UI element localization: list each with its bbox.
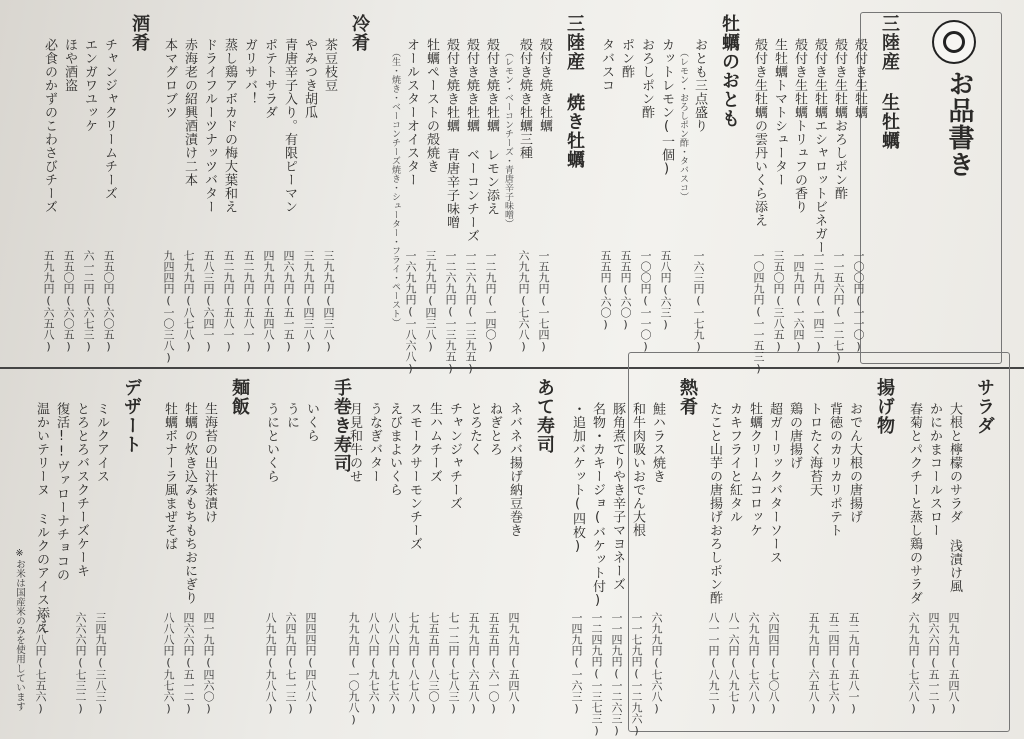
menu-item-price: 五二九円(五八一)	[242, 250, 255, 353]
menu-item-seikaki-1	[830, 38, 849, 200]
menu-item-price: 一一五六円(一二七)	[832, 250, 845, 364]
menu-item-dessert-1	[72, 402, 91, 578]
menu-item-atezushi-7	[365, 402, 384, 483]
menu-item-atsuzakana-0	[648, 402, 667, 483]
menu-item-hiyasakana-2	[280, 38, 299, 214]
menu-item-hiyasakana-6	[200, 38, 219, 214]
menu-item-hiyasakana-3	[260, 38, 279, 119]
menu-item-price: 八一一円(八九二)	[707, 612, 720, 715]
menu-item-otomo-3	[617, 38, 636, 79]
menu-item-name: 殻付き生牡蠣	[852, 38, 867, 119]
menu-item-price: 六四四円(七〇八)	[767, 612, 780, 715]
menu-item-atsuzakana-3	[588, 402, 607, 609]
menu-item-name: ガリサバ！	[242, 38, 257, 106]
menu-item-price: 五五〇円(六〇五)	[102, 250, 115, 353]
menu-item-price: 一四九円(一六四)	[792, 250, 805, 353]
menu-item-price: 七九九円(八七八)	[407, 612, 420, 715]
menu-item-price: 八八八円(九七六)	[367, 612, 380, 715]
menu-item-atsuzakana-2	[608, 402, 627, 591]
menu-item-name: うに	[284, 402, 299, 429]
menu-item-price: 八八八円(九七六)	[387, 612, 400, 715]
menu-item-price: 一六三円(一七九)	[692, 250, 705, 353]
menu-item-price: 一〇〇円(一一〇)	[852, 250, 865, 353]
menu-item-name: 殻付き生牡蠣おろしポン酢	[832, 38, 847, 200]
menu-item-name: ドライフルーツナッツバター	[202, 38, 217, 214]
menu-item-atezushi-5	[405, 402, 424, 551]
section-title-otomo: 牡蠣のおとも	[719, 14, 740, 128]
menu-item-price: 一二六九円(一三九五)	[464, 250, 477, 375]
menu-item-name: スモークサーモンチーズ	[407, 402, 422, 551]
menu-item-name: 殻付き焼き牡蠣 レモン添え	[484, 38, 499, 216]
menu-item-price: 六四九円(七一三)	[284, 612, 297, 715]
menu-item-price: 一一七九円(一二九六)	[630, 612, 643, 737]
menu-item-agemono-4	[765, 402, 784, 564]
menu-item-name: チャンジャチーズ	[447, 402, 462, 510]
menu-item-seikaki-5	[750, 38, 769, 227]
menu-item-price: 九四四円(一〇三八)	[162, 250, 175, 364]
menu-item-price: 五八三円(六四一)	[202, 250, 215, 353]
menu-item-yakigaki-3	[462, 38, 481, 243]
menu-item-seikaki-4	[770, 38, 789, 187]
menu-item-name: 殻付き生牡蠣エシャロットビネガー	[812, 38, 827, 254]
menu-item-name: 生海苔の出汁茶漬け	[202, 402, 217, 524]
menu-item-name: カットレモン(一個)	[659, 38, 674, 177]
menu-item-name: エンガワユッケ	[82, 38, 97, 133]
menu-item-name: 鶏の唐揚げ	[787, 402, 802, 470]
menu-item-atezushi-6	[385, 402, 404, 497]
menu-item-hiyasakana-5	[220, 38, 239, 214]
menu-item-name: ミルクアイス	[94, 402, 109, 483]
menu-item-name: トロたく海苔天	[807, 402, 822, 497]
menu-item-price: 一〇〇円(一一〇)	[639, 250, 652, 353]
menu-item-name: 茶豆枝豆	[322, 38, 337, 92]
menu-item-atezushi-1	[485, 402, 504, 456]
menu-item-name: 温かいテリーヌ ミルクのアイス添え	[34, 402, 49, 634]
menu-item-name: 殻付き焼き牡蠣 青唐辛子味噌	[444, 38, 459, 229]
menu-item-name: 復活!!ヴァローナチョコの	[54, 402, 69, 582]
menu-item-name: 牡蠣の炊き込みもちもちおにぎり	[182, 402, 197, 605]
menu-item-agemono-3	[785, 402, 804, 470]
menu-item-yakigaki-4	[442, 38, 461, 229]
menu-item-price: 五九九円(六五八)	[807, 612, 820, 715]
menu-item-name: おでん大根の唐揚げ	[847, 402, 862, 524]
menu-item-hiyasakana-1	[300, 38, 319, 119]
menu-item-price: 八九九円(九八八)	[264, 612, 277, 715]
menu-item-price: 七一二円(七八三)	[447, 612, 460, 715]
menu-item-price: 六九九円(七六八)	[747, 612, 760, 715]
menu-title: お品書き	[944, 70, 974, 178]
section-title-sakana: 酒肴	[129, 14, 150, 52]
section-title-menhan: 麺飯	[229, 378, 250, 416]
menu-item-price: 八一六円(八九七)	[727, 612, 740, 715]
section-title-salad: サラダ	[974, 378, 995, 435]
menu-item-price: 四六六円(五一二)	[182, 612, 195, 715]
menu-item-otomo-2	[637, 38, 656, 119]
menu-item-name: ポン酢	[619, 38, 634, 79]
menu-item-yakigaki-5	[422, 38, 441, 173]
menu-item-price: 三四九円(三八三)	[94, 612, 107, 715]
menu-item-temaki-0	[302, 402, 321, 443]
menu-item-name: 大根と檸檬のサラダ 浅漬け風	[947, 402, 962, 593]
menu-item-price: 九九九円(一〇九八)	[347, 612, 360, 726]
menu-item-agemono-6	[725, 402, 744, 524]
menu-item-menhan-2	[160, 402, 179, 551]
menu-item-name: おろしポン酢	[639, 38, 654, 119]
menu-item-temaki-2	[262, 402, 281, 483]
menu-item-name: 和牛肉吸いおでん大根	[630, 402, 645, 537]
menu-item-name: 春菊とパクチーと蒸し鶏のサラダ	[907, 402, 922, 605]
menu-item-otomo-4	[597, 38, 616, 92]
menu-item-seikaki-0	[850, 38, 869, 119]
menu-item-note: （生・焼き・ベーコンチーズ焼き・シューター・フライ・ペースト）	[390, 48, 400, 327]
menu-item-price: 四九九円(五四八)	[947, 612, 960, 715]
menu-item-price: 三九九円(四三八)	[424, 250, 437, 353]
menu-item-name: 殻付き焼き牡蠣 ベーコンチーズ	[464, 38, 479, 243]
section-title-temaki: 手巻き寿司	[331, 378, 352, 473]
menu-item-name: とろたく	[467, 402, 482, 456]
menu-item-salad-1	[925, 402, 944, 537]
menu-item-yakigaki-6	[402, 38, 421, 187]
menu-item-name: ネバネバ揚げ納豆巻き	[507, 402, 522, 537]
menu-item-atsuzakana-4	[568, 402, 587, 555]
menu-item-name: タバスコ	[599, 38, 614, 92]
section-title-seikaki: 三陸産 生牡蠣	[879, 14, 900, 150]
menu-item-agemono-7	[705, 402, 724, 605]
menu-item-name: 生牡蠣トマトシューター	[772, 38, 787, 187]
menu-item-hiyasakana-4	[240, 38, 259, 106]
menu-item-otomo-0	[690, 38, 709, 133]
menu-item-price: 一二九円(一四〇)	[484, 250, 497, 353]
menu-item-name: 殻付き生牡蠣の雲丹いくら添え	[752, 38, 767, 227]
menu-item-hiyasakana-0	[320, 38, 339, 92]
menu-item-price: 四四四円(四八八)	[304, 612, 317, 715]
menu-item-agemono-0	[845, 402, 864, 524]
menu-item-price: 五五円(六〇)	[619, 250, 632, 331]
menu-item-price: 一二六九円(一三九五)	[444, 250, 457, 375]
menu-item-seikaki-3	[790, 38, 809, 214]
menu-item-seikaki-2	[810, 38, 829, 254]
menu-item-yakigaki-1	[515, 38, 534, 160]
menu-item-name: ほや酒盗	[62, 38, 77, 92]
menu-item-agemono-1	[825, 402, 844, 537]
menu-item-name: 赤海老の紹興酒漬け二本	[182, 38, 197, 187]
section-title-yakigaki: 三陸産 焼き牡蠣	[564, 14, 585, 169]
menu-item-price: 五二四円(五七六)	[827, 612, 840, 715]
menu-item-price: 一二四九円(一三七三)	[590, 612, 603, 737]
menu-item-name: 背徳のカリカリポテト	[827, 402, 842, 537]
menu-item-price: 三五〇円(三八五)	[772, 250, 785, 353]
menu-item-name: 豚角煮てりやき辛子マヨネーズ	[610, 402, 625, 591]
menu-item-price: 四一九円(四六〇)	[202, 612, 215, 715]
menu-item-name: やみつき胡瓜	[302, 38, 317, 119]
menu-item-atezushi-0	[505, 402, 524, 537]
menu-item-name: 牡蠣ペーストの殻焼き	[424, 38, 439, 173]
menu-item-name: たこと山芋の唐揚げおろしポン酢	[707, 402, 722, 605]
rice-note: ※お米は国産米のみを使用しています	[14, 548, 25, 711]
menu-item-hiyasakana-7	[180, 38, 199, 187]
menu-item-price: 五五五円(六一〇)	[487, 612, 500, 715]
menu-item-otomo-1	[657, 38, 676, 177]
menu-item-name: ポテトサラダ	[262, 38, 277, 119]
menu-item-name: えびまよいくら	[387, 402, 402, 497]
menu-item-name: 殻付き焼き牡蠣三種	[517, 38, 532, 160]
menu-item-name: 蒸し鶏アボカドの梅大葉和え	[222, 38, 237, 214]
menu-item-price: 六九九円(七六八)	[907, 612, 920, 715]
menu-item-note: （レモン・おろしポン酢・タバスコ）	[678, 48, 688, 201]
menu-item-name: 青唐辛子入り。有限ピーマン	[282, 38, 297, 214]
menu-item-menhan-0	[200, 402, 219, 524]
menu-item-agemono-2	[805, 402, 824, 497]
menu-item-note: （レモン・ベーコンチーズ・青唐辛子味噌）	[503, 48, 513, 228]
menu-item-name: 生ハムチーズ	[427, 402, 442, 483]
menu-item-atezushi-2	[465, 402, 484, 456]
menu-item-sakana-0	[100, 38, 119, 200]
menu-item-name: 名物・カキージョ(バケット付)	[590, 402, 605, 609]
menu-item-price: 七九九円(八七八)	[182, 250, 195, 353]
menu-item-price: 一一四九円(一二六三)	[610, 612, 623, 737]
section-title-atsuzakana: 熱肴	[677, 378, 698, 416]
menu-item-name: 鮭ハラス焼き	[650, 402, 665, 483]
menu-item-name: 殻付き焼き牡蠣	[537, 38, 552, 133]
menu-item-price: 六八八円(七五六)	[34, 612, 47, 715]
menu-item-name: チャンジャクリームチーズ	[102, 38, 117, 200]
menu-item-price: 一五九円(一七四)	[537, 250, 550, 353]
menu-item-name: 必食のかずのこわさびチーズ	[42, 38, 57, 214]
section-title-dessert: デザート	[121, 378, 142, 454]
menu-item-price: 三九九円(四三八)	[322, 250, 335, 353]
menu-item-menhan-1	[180, 402, 199, 605]
menu-item-name: かにかまコールスロー	[927, 402, 942, 537]
menu-item-sakana-1	[80, 38, 99, 133]
section-title-atezushi: あて寿司	[534, 378, 555, 454]
menu-item-price: 六九九円(七六八)	[650, 612, 663, 715]
menu-item-name: うなぎバター	[367, 402, 382, 483]
menu-item-name: 本マグロブツ	[162, 38, 177, 119]
menu-item-temaki-1	[282, 402, 301, 429]
menu-item-price: 一六九九円(一八六八)	[404, 250, 417, 375]
menu-item-name: うにといくら	[264, 402, 279, 483]
menu-item-name: おとも三点盛り	[692, 38, 707, 133]
menu-item-yakigaki-0	[535, 38, 554, 133]
menu-item-hiyasakana-8	[160, 38, 179, 119]
menu-item-name: 殻付き生牡蠣トリュフの香り	[792, 38, 807, 214]
menu-item-name: オールスターオイスター	[404, 38, 419, 187]
menu-item-price: 八八八円(九七六)	[162, 612, 175, 715]
menu-item-dessert-0	[92, 402, 111, 483]
menu-item-price: 五九九円(六五八)	[42, 250, 55, 353]
menu-item-salad-0	[945, 402, 964, 593]
menu-item-sakana-2	[60, 38, 79, 92]
menu-item-name: カキフライと紅タル	[727, 402, 742, 524]
menu-item-name: 月見和牛のせ	[347, 402, 362, 483]
menu-item-yakigaki-2	[482, 38, 501, 216]
menu-item-price: 六九九円(七六八)	[517, 250, 530, 353]
menu-item-name: ・追加バケット(四枚)	[570, 402, 585, 555]
menu-item-price: 一四九円(一六三)	[570, 612, 583, 715]
menu-item-price: 六六六円(七三二)	[74, 612, 87, 715]
menu-item-atezushi-4	[425, 402, 444, 483]
menu-item-price: 五二九円(五八一)	[222, 250, 235, 353]
menu-item-price: 五二九円(五八一)	[847, 612, 860, 715]
section-title-hiyasakana: 冷肴	[349, 14, 370, 52]
menu-item-name: ねぎとろ	[487, 402, 502, 456]
menu-item-name: いくら	[304, 402, 319, 443]
menu-item-price: 四六六円(五一二)	[927, 612, 940, 715]
menu-item-atezushi-3	[445, 402, 464, 510]
menu-item-price: 五五円(六〇)	[599, 250, 612, 331]
menu-item-name: 超ガーリックバターソース	[767, 402, 782, 564]
menu-item-name: とろとろバスクチーズケーキ	[74, 402, 89, 578]
section-title-agemono: 揚げ物	[874, 378, 895, 435]
menu-item-price: 五九九円(六五八)	[467, 612, 480, 715]
menu-item-name: 牡蠣クリームコロッケ	[747, 402, 762, 537]
menu-item-name: 牡蠣ボナーラ風まぜそば	[162, 402, 177, 551]
menu-item-dessert-3	[32, 402, 51, 634]
menu-item-agemono-5	[745, 402, 764, 537]
menu-item-price: 一〇四九円(一一五三)	[752, 250, 765, 375]
menu-item-dessert-2	[52, 402, 71, 582]
menu-item-price: 四六九円(五一五)	[282, 250, 295, 353]
menu-item-atsuzakana-1	[628, 402, 647, 537]
menu-item-price: 七五五円(八三〇)	[427, 612, 440, 715]
menu-item-price: 五八円(六三)	[659, 250, 672, 331]
menu-item-price: 五五〇円(六〇五)	[62, 250, 75, 353]
menu-item-price: 四九九円(五四八)	[507, 612, 520, 715]
menu-item-price: 六一二円(六七三)	[82, 250, 95, 353]
menu-item-sakana-3	[40, 38, 59, 214]
menu-item-price: 三九九円(四三八)	[302, 250, 315, 353]
menu-item-salad-2	[905, 402, 924, 605]
menu-item-price: 一二九円(一四二)	[812, 250, 825, 353]
menu-item-price: 四九九円(五四八)	[262, 250, 275, 353]
